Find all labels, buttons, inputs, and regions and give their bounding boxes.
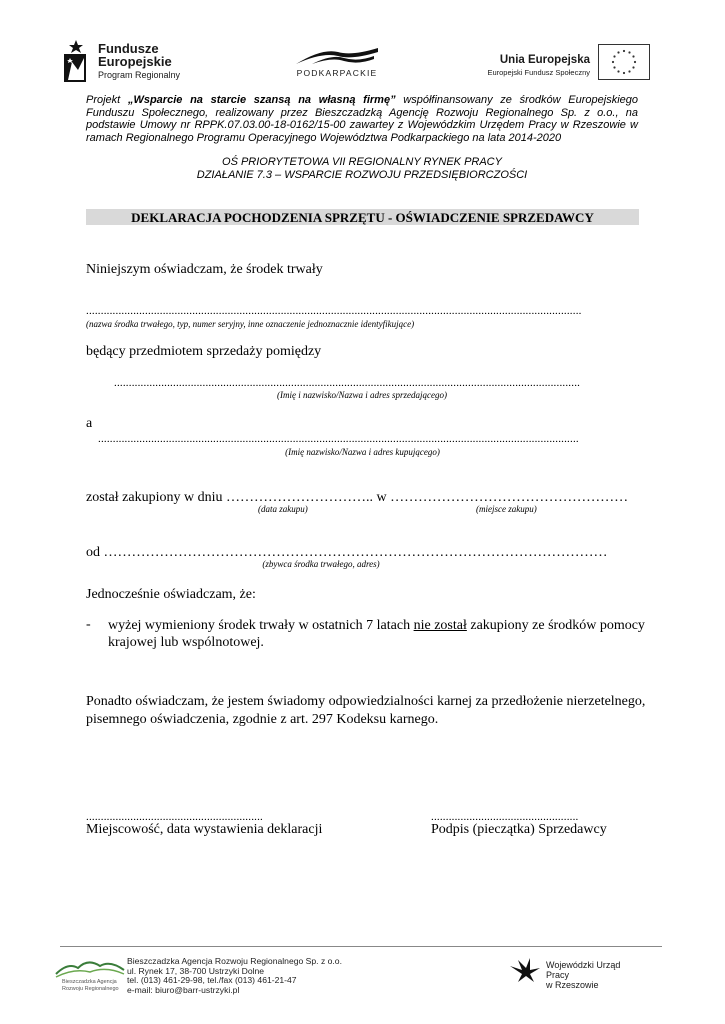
signature-left-label: Miejscowość, data wystawienia deklaracji [86, 822, 323, 837]
project-description [86, 94, 638, 144]
wup-line2: w Rzeszowie [546, 980, 599, 990]
project-title: „Wsparcie na starcie szansą na własną firmę” [127, 94, 396, 106]
eu-logo-text [476, 54, 590, 77]
seller-hint: (Imię i nazwisko/Nazwa i adres sprzedającego) [277, 390, 447, 400]
footer-contact [127, 957, 342, 995]
purchase-prefix: został zakupiony w dniu [86, 490, 223, 505]
bullet-text-part1: wyżej wymieniony środek trwały w ostatnich 7 latach [108, 618, 414, 633]
podkarpackie-logo [292, 46, 382, 80]
fe-logo-line1: Fundusze [98, 41, 159, 56]
bullet-text [108, 617, 645, 651]
project-rest: współfinansowany ze środków Europejskiego Funduszu Społecznego, realizowany przez Bieszczadzką Agencję Rozwoju Regionalnego Sp. z o.o., na podstawie Umowy nr RPPK.07.03.00-18-0162/15-00 zawartey z Wojewódzkim Urzędem Pracy w Rzeszowie w ramach Regionalnego Programu Operacyjnego Województwa Podkarpackiego na lata 2014-2020 [86, 94, 638, 144]
podkarpackie-wave-icon [292, 46, 382, 66]
liability-line2: pisemnego oświadczenia, zgodnie z art. 297 Kodeksu karnego. [86, 712, 439, 727]
bullet-text-part2: zakupiony ze środków pomocy [466, 618, 645, 633]
from-prefix: od [86, 545, 100, 560]
project-prefix: Projekt [86, 94, 128, 106]
and-text: a [86, 416, 93, 431]
bullet-dash: - [86, 617, 91, 632]
buyer-hint: (Imię nazwisko/Nazwa i adres kupującego) [285, 447, 440, 457]
eu-flag-icon [598, 44, 650, 80]
buyer-line: ................................................................................................................................................................... [98, 433, 579, 445]
asset-hint: (nazwa środka trwałego, typ, numer seryjny, inne oznaczenie jednoznacznie identyfikujące) [86, 319, 415, 329]
bullet-text-part3: krajowej lub wspólnotowej. [108, 635, 264, 650]
signature-right-label: Podpis (pieczątka) Sprzedawcy [431, 822, 607, 837]
seller-line: .............................................................................................................................................................. [114, 377, 581, 389]
podkarpackie-text: PODKARPACKIE [296, 68, 378, 78]
also-text: Jednocześnie oświadczam, że: [86, 587, 256, 602]
wup-logo [508, 956, 638, 990]
intro-text: Niniejszym oświadczam, że środek trwały [86, 262, 323, 277]
eu-logo-line2: Europejski Fundusz Społeczny [487, 68, 590, 77]
purchase-place-dots: …………………………………………… [390, 490, 629, 505]
purchase-date-dots: ………………………….. [225, 490, 373, 505]
signature-left-dots: ............................................................ [86, 811, 263, 823]
fe-logo-line3: Program Regionalny [98, 70, 181, 80]
priority-axis: OŚ PRIORYTETOWA VII REGIONALNY RYNEK PRACY [222, 156, 502, 168]
from-dots: ……………………………………………………………………………………………… [103, 545, 608, 560]
footer-org: Bieszczadzka Agencja Rozwoju Regionalnego Sp. z o.o. [127, 956, 342, 966]
purchase-line [86, 490, 628, 506]
document-title: DEKLARACJA POCHODZENIA SPRZĘTU - OŚWIADCZENIE SPRZEDAWCY [131, 210, 594, 225]
barr-logo-line1: Bieszczadzka Agencja [62, 979, 117, 985]
liability-line1: Ponadto oświadczam, że jestem świadomy odpowiedzialności karnej za przedłożenie nierzetelnego, [86, 694, 646, 709]
from-hint: (zbywca środka trwałego, adres) [262, 559, 380, 569]
purchase-in: w [376, 490, 387, 505]
fe-logo-line2: Europejskie [98, 54, 172, 69]
footer-address: ul. Rynek 17, 38-700 Ustrzyki Dolne [127, 965, 265, 976]
signature-right-dots: .................................................. [431, 811, 579, 823]
wup-line1: Wojewódzki Urząd Pracy [546, 960, 621, 980]
barr-logo-line2: Rozwoju Regionalnego [62, 986, 119, 992]
mountains-icon [54, 956, 126, 978]
between-text: będący przedmiotem sprzedaży pomiędzy [86, 344, 322, 359]
fe-emblem-icon [62, 40, 90, 84]
eu-logo-line1: Unia Europejska [499, 54, 590, 66]
footer-phone: tel. (013) 461-29-98, tel./fax (013) 461-21-47 [127, 975, 297, 986]
bullet-underlined: nie został [413, 618, 467, 633]
date-hint: (data zakupu) [258, 504, 308, 514]
place-hint: (miejsce zakupu) [476, 504, 537, 514]
barr-logo [54, 956, 126, 996]
wup-bird-icon [508, 956, 542, 984]
fundusze-europejskie-logo [62, 40, 192, 84]
liability-text [86, 693, 646, 729]
footer-email: e-mail: biuro@barr-ustrzyki.pl [127, 984, 240, 995]
measure: DZIAŁANIE 7.3 – WSPARCIE ROZWOJU PRZEDSIĘBIORCZOŚCI [196, 169, 528, 181]
asset-line: ........................................................................................................................................................................ [86, 305, 582, 317]
footer-divider [60, 946, 662, 947]
